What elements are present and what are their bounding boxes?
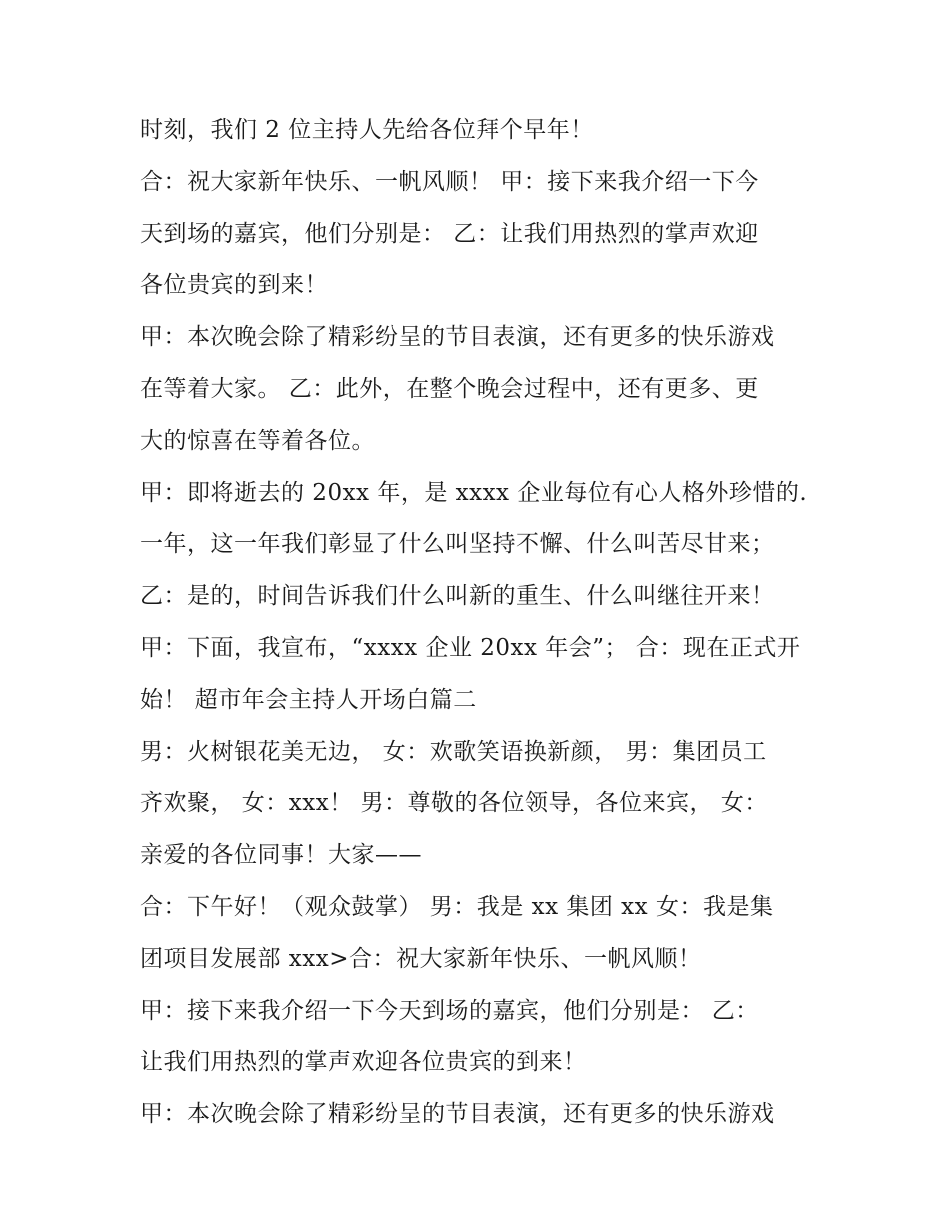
text-line: 各位贵宾的到来！ — [140, 272, 328, 299]
text-line: 男：火树银花美无边， 女：欢歌笑语换新颜， 男：集团员工 — [140, 738, 767, 765]
text-line: 甲：即将逝去的 20xx 年，是 xxxx 企业每位有心人格外珍惜的. — [140, 479, 808, 506]
text-line: 齐欢聚， 女：xxx！ 男：尊敬的各位领导，各位来宾， 女： — [140, 790, 768, 817]
text-line: 让我们用热烈的掌声欢迎各位贵宾的到来！ — [140, 1049, 587, 1076]
text-line: 亲爱的各位同事！大家—— — [140, 842, 422, 869]
text-line: 一年，这一年我们彰显了什么叫坚持不懈、什么叫苦尽甘来； — [140, 531, 775, 558]
text-line: 乙：是的，时间告诉我们什么叫新的重生、什么叫继往开来！ — [140, 583, 775, 610]
text-line: 甲：本次晚会除了精彩纷呈的节目表演，还有更多的快乐游戏 — [140, 1101, 775, 1128]
section-heading-line: 始！ 超市年会主持人开场白篇二 — [140, 686, 477, 713]
text-line: 时刻，我们 2 位主持人先给各位拜个早年！ — [140, 117, 594, 143]
text-line: 天到场的嘉宾，他们分别是： 乙：让我们用热烈的掌声欢迎 — [140, 220, 759, 247]
text-line: 合：祝大家新年快乐、一帆风顺！ 甲：接下来我介绍一下今 — [140, 168, 759, 195]
text-line: 甲：下面，我宣布，“xxxx 企业 20xx 年会”； 合：现在正式开 — [140, 634, 801, 661]
text-line: 在等着大家。 乙：此外，在整个晚会过程中，还有更多、更 — [140, 375, 759, 402]
text-line: 大的惊喜在等着各位。 — [140, 427, 375, 454]
text-line: 甲：本次晚会除了精彩纷呈的节目表演，还有更多的快乐游戏 — [140, 324, 775, 351]
document-body — [140, 105, 830, 1141]
text-line: 团项目发展部 xxx>合：祝大家新年快乐、一帆风顺！ — [140, 945, 702, 972]
text-line: 合：下午好！（观众鼓掌） 男：我是 xx 集团 xx 女：我是集 — [140, 893, 774, 920]
text-line: 甲：接下来我介绍一下今天到场的嘉宾，他们分别是： 乙： — [140, 997, 759, 1024]
